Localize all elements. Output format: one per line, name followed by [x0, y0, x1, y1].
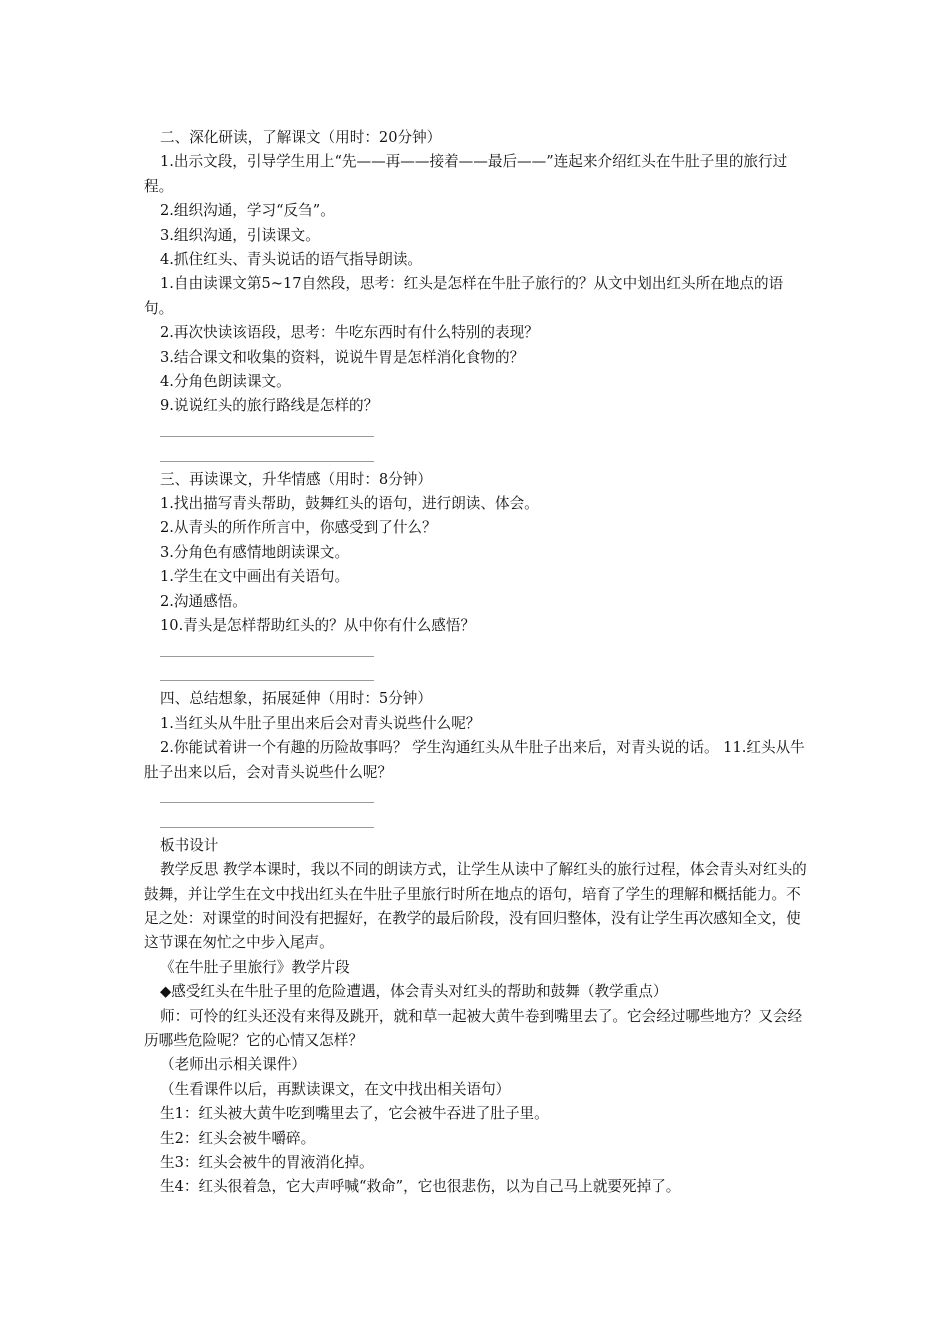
answer-blank	[144, 809, 808, 833]
answer-line	[160, 827, 374, 828]
paragraph: 3.组织沟通，引读课文。	[160, 226, 320, 244]
excerpt-title: 《在牛肚子里旅行》教学片段	[160, 958, 350, 976]
answer-line	[160, 680, 374, 681]
student-line: 生4：红头很着急，它大声呼喊“救命”，它也很悲伤，以为自己马上就要死掉了。	[160, 1178, 681, 1196]
answer-blank	[144, 663, 808, 687]
question: 9.说说红头的旅行路线是怎样的？	[160, 397, 379, 415]
paragraph: 4.分角色朗读课文。	[160, 373, 291, 391]
paragraph: 2.你能试着讲一个有趣的历险故事吗？ 学生沟通红头从牛肚子出来后，对青头说的话。 11.红头从牛肚子出来以后，会对青头说些什么呢？	[144, 739, 805, 781]
answer-blank	[144, 639, 808, 663]
stage-note: （老师出示相关课件）	[160, 1056, 306, 1074]
paragraph: 1.学生在文中画出有关语句。	[160, 568, 350, 586]
question: 10.青头是怎样帮助红头的？从中你有什么感悟？	[160, 617, 476, 635]
teaching-focus: ◆感受红头在牛肚子里的危险遭遇，体会青头对红头的帮助和鼓舞（教学重点）	[160, 983, 668, 1001]
paragraph: 1.出示文段，引导学生用上“先——再——接着——最后——”连起来介绍红头在牛肚子里的旅行过程。	[144, 153, 788, 195]
document-page	[144, 126, 808, 1200]
paragraph: 1.找出描写青头帮助，鼓舞红头的语句，进行朗读、体会。	[160, 495, 539, 513]
section-heading: 三、再读课文，升华情感（用时：8分钟）	[160, 470, 432, 488]
stage-note: （生看课件以后，再默读课文，在文中找出相关语句）	[160, 1080, 511, 1098]
paragraph: 1.当红头从牛肚子里出来后会对青头说些什么呢？	[160, 714, 481, 732]
paragraph: 4.抓住红头、青头说话的语气指导朗读。	[160, 251, 423, 269]
section-heading: 二、深化研读，了解课文（用时：20分钟）	[160, 129, 442, 146]
student-line: 生1：红头被大黄牛吃到嘴里去了，它会被牛吞进了肚子里。	[160, 1105, 549, 1123]
paragraph: 2.再次快读该语段，思考：牛吃东西时有什么特别的表现？	[160, 324, 539, 342]
board-design-label: 板书设计	[160, 836, 219, 854]
student-line: 生3：红头会被牛的胃液消化掉。	[160, 1153, 374, 1171]
student-line: 生2：红头会被牛嚼碎。	[160, 1129, 316, 1147]
section-heading: 四、总结想象，拓展延伸（用时：5分钟）	[160, 690, 432, 708]
paragraph: 2.沟通感悟。	[160, 592, 247, 610]
answer-blank	[144, 443, 808, 467]
answer-line	[160, 461, 374, 462]
paragraph: 3.分角色有感情地朗读课文。	[160, 543, 350, 561]
answer-blank	[144, 419, 808, 443]
answer-line	[160, 436, 374, 437]
paragraph: 3.结合课文和收集的资料，说说牛胃是怎样消化食物的？	[160, 348, 525, 366]
paragraph: 2.从青头的所作所言中，你感受到了什么？	[160, 519, 437, 537]
teaching-reflection: 教学反思 教学本课时，我以不同的朗读方式，让学生从读中了解红头的旅行过程，体会青头对红头的鼓舞，并让学生在文中找出红头在牛肚子里旅行时所在地点的语句，培育了学生的理解和概括能力。不足之处：对课堂的时间没有把握好，在教学的最后阶段，没有回归整体，没有让学生再次感知全文，使这节课在匆忙之中步入尾声。	[144, 861, 807, 952]
answer-line	[160, 656, 374, 657]
paragraph: 1.自由读课文第5~17自然段，思考：红头是怎样在牛肚子旅行的？从文中划出红头所在地点的语句。	[144, 275, 784, 317]
paragraph: 2.组织沟通，学习“反刍”。	[160, 202, 335, 220]
answer-line	[160, 802, 374, 803]
teacher-line: 师：可怜的红头还没有来得及跳开，就和草一起被大黄牛卷到嘴里去了。它会经过哪些地方？又会经历哪些危险呢？它的心情又怎样？	[144, 1007, 803, 1049]
answer-blank	[144, 785, 808, 809]
